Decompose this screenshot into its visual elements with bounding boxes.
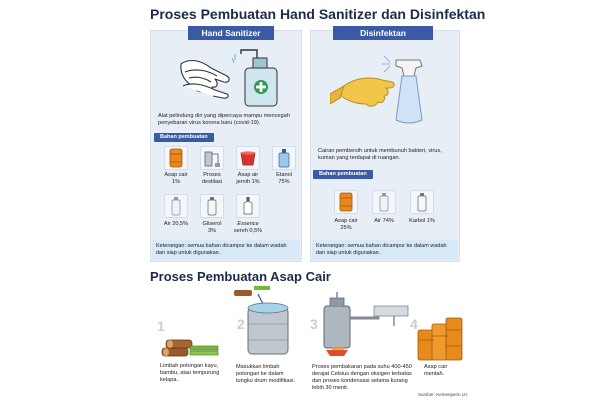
hand-washing-illustration <box>175 46 280 110</box>
disinfektan-description: Cairan pembersih untuk membunuh bakteri, virus, kuman yang terdapat di ruangan. <box>318 148 442 162</box>
condensation-furnace-icon <box>314 290 414 362</box>
orange-barrels-icon <box>416 314 464 362</box>
step-3-text: Proses pembakaran pada suhu 400-450 derajat Celsius dengan oksigen terbatas dan proses kondensasi selama kurang lebih 30 menit. <box>312 364 412 391</box>
main-title: Proses Pembuatan Hand Sanitizer dan Disinfektan <box>150 6 486 22</box>
step-4-text: Asap cair mentah. <box>424 364 448 377</box>
destilasi-apparatus-icon <box>200 146 224 170</box>
hand-sanitizer-ingredients-label: Bahan pembuatan <box>154 133 214 142</box>
spray-glove-illustration <box>330 48 440 128</box>
essence-bottle-icon <box>236 194 260 218</box>
gliserol-bottle-icon <box>200 194 224 218</box>
step-4-number: 4 <box>410 316 418 332</box>
step-3-number: 3 <box>310 316 318 332</box>
dis-ingredient-1: Asap cair 25% <box>334 218 358 231</box>
step-2-number: 2 <box>237 316 245 332</box>
hs-ingredient-2: Proses destilasi <box>201 172 223 185</box>
disinfektan-water-icon <box>372 190 396 214</box>
hs-ingredient-7: Essence sereh 0,5% <box>233 221 263 234</box>
dis-ingredient-3: Karbol 1% <box>409 218 435 224</box>
step-1-text: Limbah potongan kayu, bambu, atau tempurung kelapa. <box>160 363 220 383</box>
hs-ingredient-6: Gliserol 3% <box>202 221 222 234</box>
step-2-text: Masukkan limbah potongan ke dalam tungku drum modifikasi. <box>236 364 296 384</box>
etanol-bottle-icon <box>272 146 296 170</box>
water-bottle-icon <box>164 194 188 218</box>
step-1-number: 1 <box>157 318 165 334</box>
wood-logs-icon <box>160 334 220 360</box>
red-bucket-icon <box>236 146 260 170</box>
hs-ingredient-5: Air 20,5% <box>163 221 189 227</box>
hand-sanitizer-tab: Hand Sanitizer <box>188 26 274 40</box>
disinfektan-barrel-icon <box>334 190 358 214</box>
asap-cair-barrel-icon <box>164 146 188 170</box>
hand-sanitizer-description: Alat pelindung diri yang dipercaya mampu mencegah penyebaran virus korona baru (covid-19). <box>158 113 290 127</box>
disinfektan-note: Keterangan: semua bahan dicampur ke dalam wadah dan siap untuk digunakan. <box>312 240 458 260</box>
hs-ingredient-1: Asap cair 1% <box>164 172 188 185</box>
disinfektan-ingredients-label: Bahan pembuatan <box>313 170 373 179</box>
dis-ingredient-2: Air 74% <box>374 218 394 224</box>
hand-sanitizer-note: Keterangan: semua bahan dicampur ke dalam wadah dan siap untuk digunakan. <box>152 240 300 260</box>
asap-cair-title: Proses Pembuatan Asap Cair <box>150 269 331 284</box>
drum-furnace-icon <box>232 284 294 362</box>
karbol-bottle-icon <box>410 190 434 214</box>
hs-ingredient-3: Asap air jernih 1% <box>236 172 260 185</box>
disinfektan-tab: Disinfektan <box>333 26 433 40</box>
source-note: Sumber: Kemenperin LH <box>418 392 468 397</box>
hs-ingredient-4: Etanol 75% <box>276 172 292 185</box>
